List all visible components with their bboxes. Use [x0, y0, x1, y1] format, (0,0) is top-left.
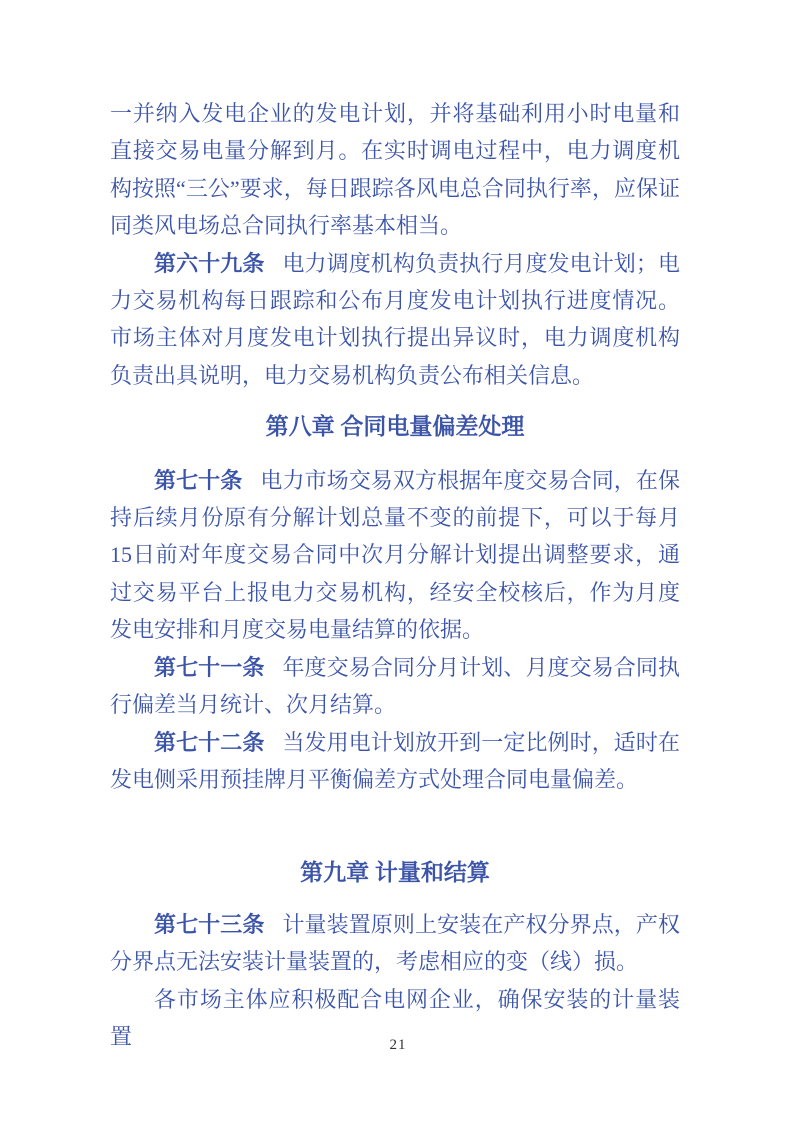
article-72-text: 当发用电计划放开到一定比例时，适时在发电侧采用预挂牌月平衡偏差方式处理合同电量偏差。 [110, 729, 680, 792]
chapter-9-heading: 第九章 计量和结算 [300, 860, 490, 886]
article-69-text: 电力调度机构负责执行月度发电计划；电力交易机构每日跟踪和公布月度发电计划执行进度情况。市场主体对月度发电计划执行提出异议时，电力调度机构负责出具说明，电力交易机构负责公布相关信息。 [110, 250, 680, 388]
article-69-number: 第六十九条 [154, 250, 265, 276]
article-72-number: 第七十二条 [154, 729, 265, 755]
article-73-paragraph [110, 906, 680, 981]
article-70-text: 电力市场交易双方根据年度交易合同，在保持后续月份原有分解计划总量不变的前提下，可以于每月 15日前对年度交易合同中次月分解计划提出调整要求，通过交易平台上报电力交易机构，经安全校核后，作为月度发电安排和月度交易电量结算的依据。 [110, 467, 680, 643]
paragraph-market-entities: 各市场主体应积极配合电网企业，确保安装的计量装置 [110, 986, 680, 1049]
article-71-paragraph [110, 649, 680, 724]
article-70-number: 第七十条 [154, 467, 243, 493]
article-70-paragraph [110, 462, 680, 649]
chapter-8-heading: 第八章 合同电量偏差处理 [265, 414, 525, 440]
article-72-paragraph [110, 724, 680, 799]
article-71-text: 年度交易合同分月计划、月度交易合同执行偏差当月统计、次月结算。 [110, 654, 680, 718]
article-73-number: 第七十三条 [154, 911, 265, 937]
article-73-text: 计量装置原则上安装在产权分界点，产权分界点无法安装计量装置的，考虑相应的变（线）损。 [110, 911, 680, 975]
article-69-paragraph [110, 245, 680, 395]
page-number: 21 [389, 1037, 407, 1053]
article-71-number: 第七十一条 [154, 654, 265, 680]
paragraph-continuation: 一并纳入发电企业的发电计划，并将基础利用小时电量和直接交易电量分解到月。在实时调电过程中，电力调度机构按照“三公”要求，每日跟踪各风电总合同执行率，应保证同类风电场总合同执行率基本相当。 [110, 101, 680, 239]
